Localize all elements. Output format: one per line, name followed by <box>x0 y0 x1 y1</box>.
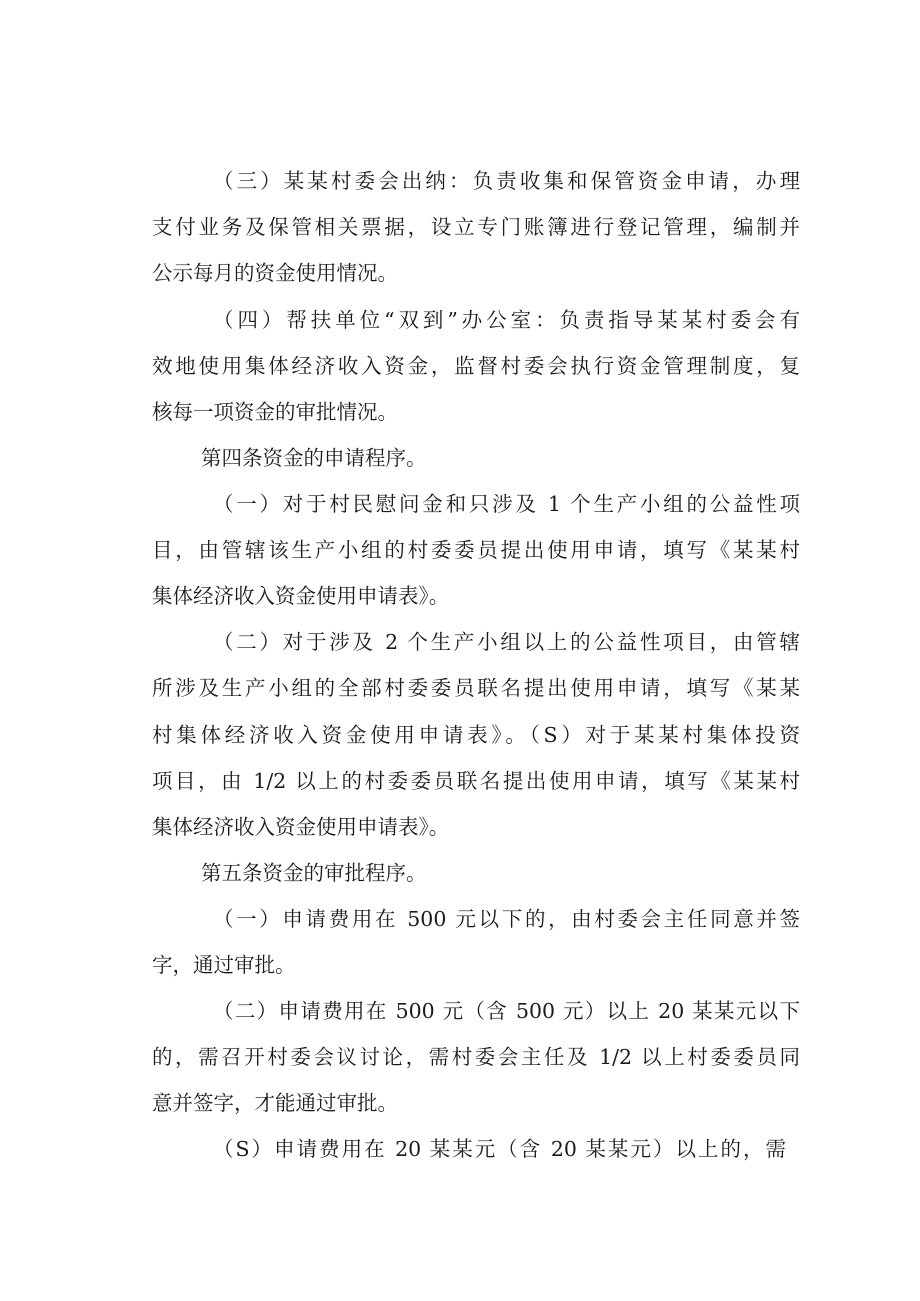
paragraph-line: （一）申请费用在 500 元以下的，由村委会主任同意并签 <box>213 907 800 931</box>
paragraph-line: 公示每月的资金使用情况。 <box>152 261 398 285</box>
paragraph-line: 所涉及生产小组的全部村委委员联名提出使用申请，填写《某某 <box>152 676 800 700</box>
paragraph-line: （一）对于村民慰问金和只涉及 1 个生产小组的公益性项 <box>213 492 800 516</box>
paragraph-line: 意并签字，才能通过审批。 <box>152 1091 398 1115</box>
article-heading: 第五条资金的审批程序。 <box>201 861 427 885</box>
paragraph-line: 目，由管辖该生产小组的村委委员提出使用申请，填写《某某村 <box>152 538 800 562</box>
paragraph-line: 村集体经济收入资金使用申请表》。（S）对于某某村集体投资 <box>152 723 800 747</box>
paragraph-line: 字，通过审批。 <box>152 953 296 977</box>
paragraph-line: 集体经济收入资金使用申请表》。 <box>152 815 450 839</box>
paragraph-line: （二）申请费用在 500 元（含 500 元）以上 20 某某元以下 <box>213 999 800 1023</box>
paragraph-line: （S）申请费用在 20 某某元（含 20 某某元）以上的，需 <box>213 1137 786 1161</box>
paragraph-line: （四）帮扶单位“双到”办公室：负责指导某某村委会有 <box>213 308 800 332</box>
paragraph-line: 支付业务及保管相关票据，设立专门账簿进行登记管理，编制并 <box>152 215 800 239</box>
paragraph-line: 核每一项资金的审批情况。 <box>152 400 398 424</box>
article-heading: 第四条资金的申请程序。 <box>201 446 427 470</box>
paragraph-line: 的，需召开村委会议讨论，需村委会主任及 1/2 以上村委委员同 <box>152 1045 800 1069</box>
paragraph-line: 集体经济收入资金使用申请表》。 <box>152 584 450 608</box>
paragraph-line: （二）对于涉及 2 个生产小组以上的公益性项目，由管辖 <box>213 630 800 654</box>
paragraph-line: 效地使用集体经济收入资金，监督村委会执行资金管理制度，复 <box>152 354 800 378</box>
paragraph-line: （三）某某村委会出纳：负责收集和保管资金申请，办理 <box>213 169 800 193</box>
paragraph-line: 项目，由 1/2 以上的村委委员联名提出使用申请，填写《某某村 <box>152 769 800 793</box>
